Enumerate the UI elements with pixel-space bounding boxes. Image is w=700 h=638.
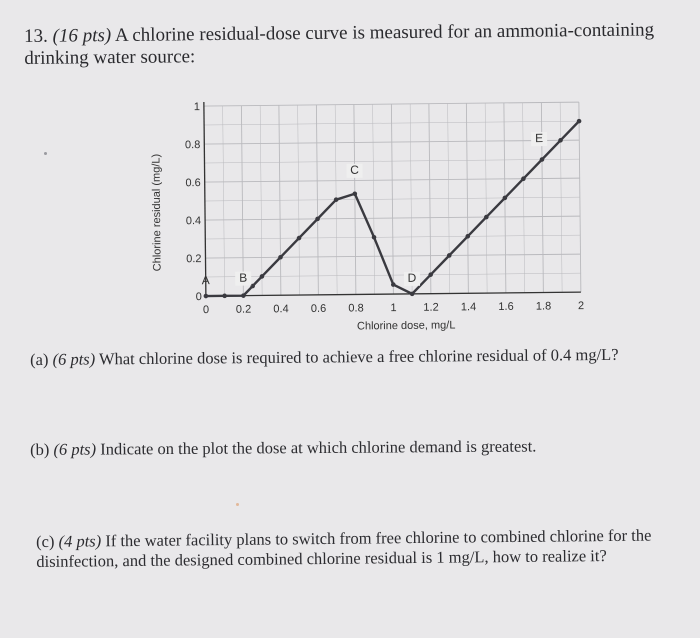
part-c-label: (c) bbox=[36, 531, 55, 551]
annotation-label-b: B bbox=[239, 270, 248, 285]
part-c-points: (4 pts) bbox=[58, 531, 102, 551]
part-b bbox=[30, 435, 680, 460]
part-c-text: If the water facility plans to switch from free chlorine to combined chlorine for the disinfection, and the designed combined chlorine residual is 1 mg/L, how to realize it? bbox=[36, 525, 652, 571]
annotation-label-e: E bbox=[535, 131, 544, 146]
x-axis-label: Chlorine dose, mg/L bbox=[356, 319, 456, 333]
question-text-line1: A chlorine residual-dose curve is measured for an ammonia-containing bbox=[114, 19, 655, 47]
part-b-points: (6 pts) bbox=[53, 439, 97, 459]
part-a-text: What chlorine dose is required to achieve a free chlorine residual of 0.4 mg/L? bbox=[98, 344, 619, 369]
part-a-label: (a) bbox=[30, 349, 49, 369]
y-tick-label: 0.6 bbox=[185, 177, 201, 190]
question-number: 13. bbox=[24, 25, 48, 47]
part-c bbox=[36, 525, 676, 572]
y-tick-label: 1 bbox=[193, 101, 200, 114]
stray-mark bbox=[236, 503, 239, 506]
x-tick-label: 0.4 bbox=[273, 303, 289, 316]
x-tick-label: 1.8 bbox=[535, 300, 552, 313]
annotation-label-d: D bbox=[407, 270, 417, 285]
data-point bbox=[204, 294, 209, 299]
x-tick-label: 1 bbox=[390, 302, 397, 315]
question-text-line2: drinking water source: bbox=[24, 46, 196, 69]
data-point bbox=[222, 294, 227, 299]
x-tick-label: 1.4 bbox=[460, 301, 477, 314]
chart-grid bbox=[201, 102, 581, 296]
annotation-label-a: A bbox=[201, 273, 210, 288]
x-tick-label: 0 bbox=[202, 304, 210, 317]
y-tick-label: 0.4 bbox=[185, 215, 202, 228]
part-a bbox=[30, 344, 680, 370]
annotation-label-c: C bbox=[350, 162, 359, 177]
x-tick-label: 1.6 bbox=[498, 300, 514, 313]
part-b-text: Indicate on the plot the dose at which chlorine demand is greatest. bbox=[100, 436, 537, 459]
question-points: (16 pts) bbox=[52, 25, 112, 47]
part-a-points: (6 pts) bbox=[52, 349, 96, 369]
x-tick-label: 1.2 bbox=[423, 301, 439, 314]
y-tick-label: 0 bbox=[195, 291, 202, 304]
x-tick-label: 0.2 bbox=[235, 303, 252, 316]
part-b-label: (b) bbox=[30, 439, 50, 459]
y-axis-label: Chlorine residual (mg/L) bbox=[150, 153, 164, 272]
x-tick-label: 0.6 bbox=[310, 302, 327, 315]
x-tick-label: 2 bbox=[577, 300, 585, 313]
y-tick-label: 0.2 bbox=[186, 253, 202, 266]
y-axis bbox=[204, 102, 206, 296]
x-tick-label: 0.8 bbox=[348, 302, 364, 315]
y-tick-label: 0.8 bbox=[184, 139, 201, 152]
